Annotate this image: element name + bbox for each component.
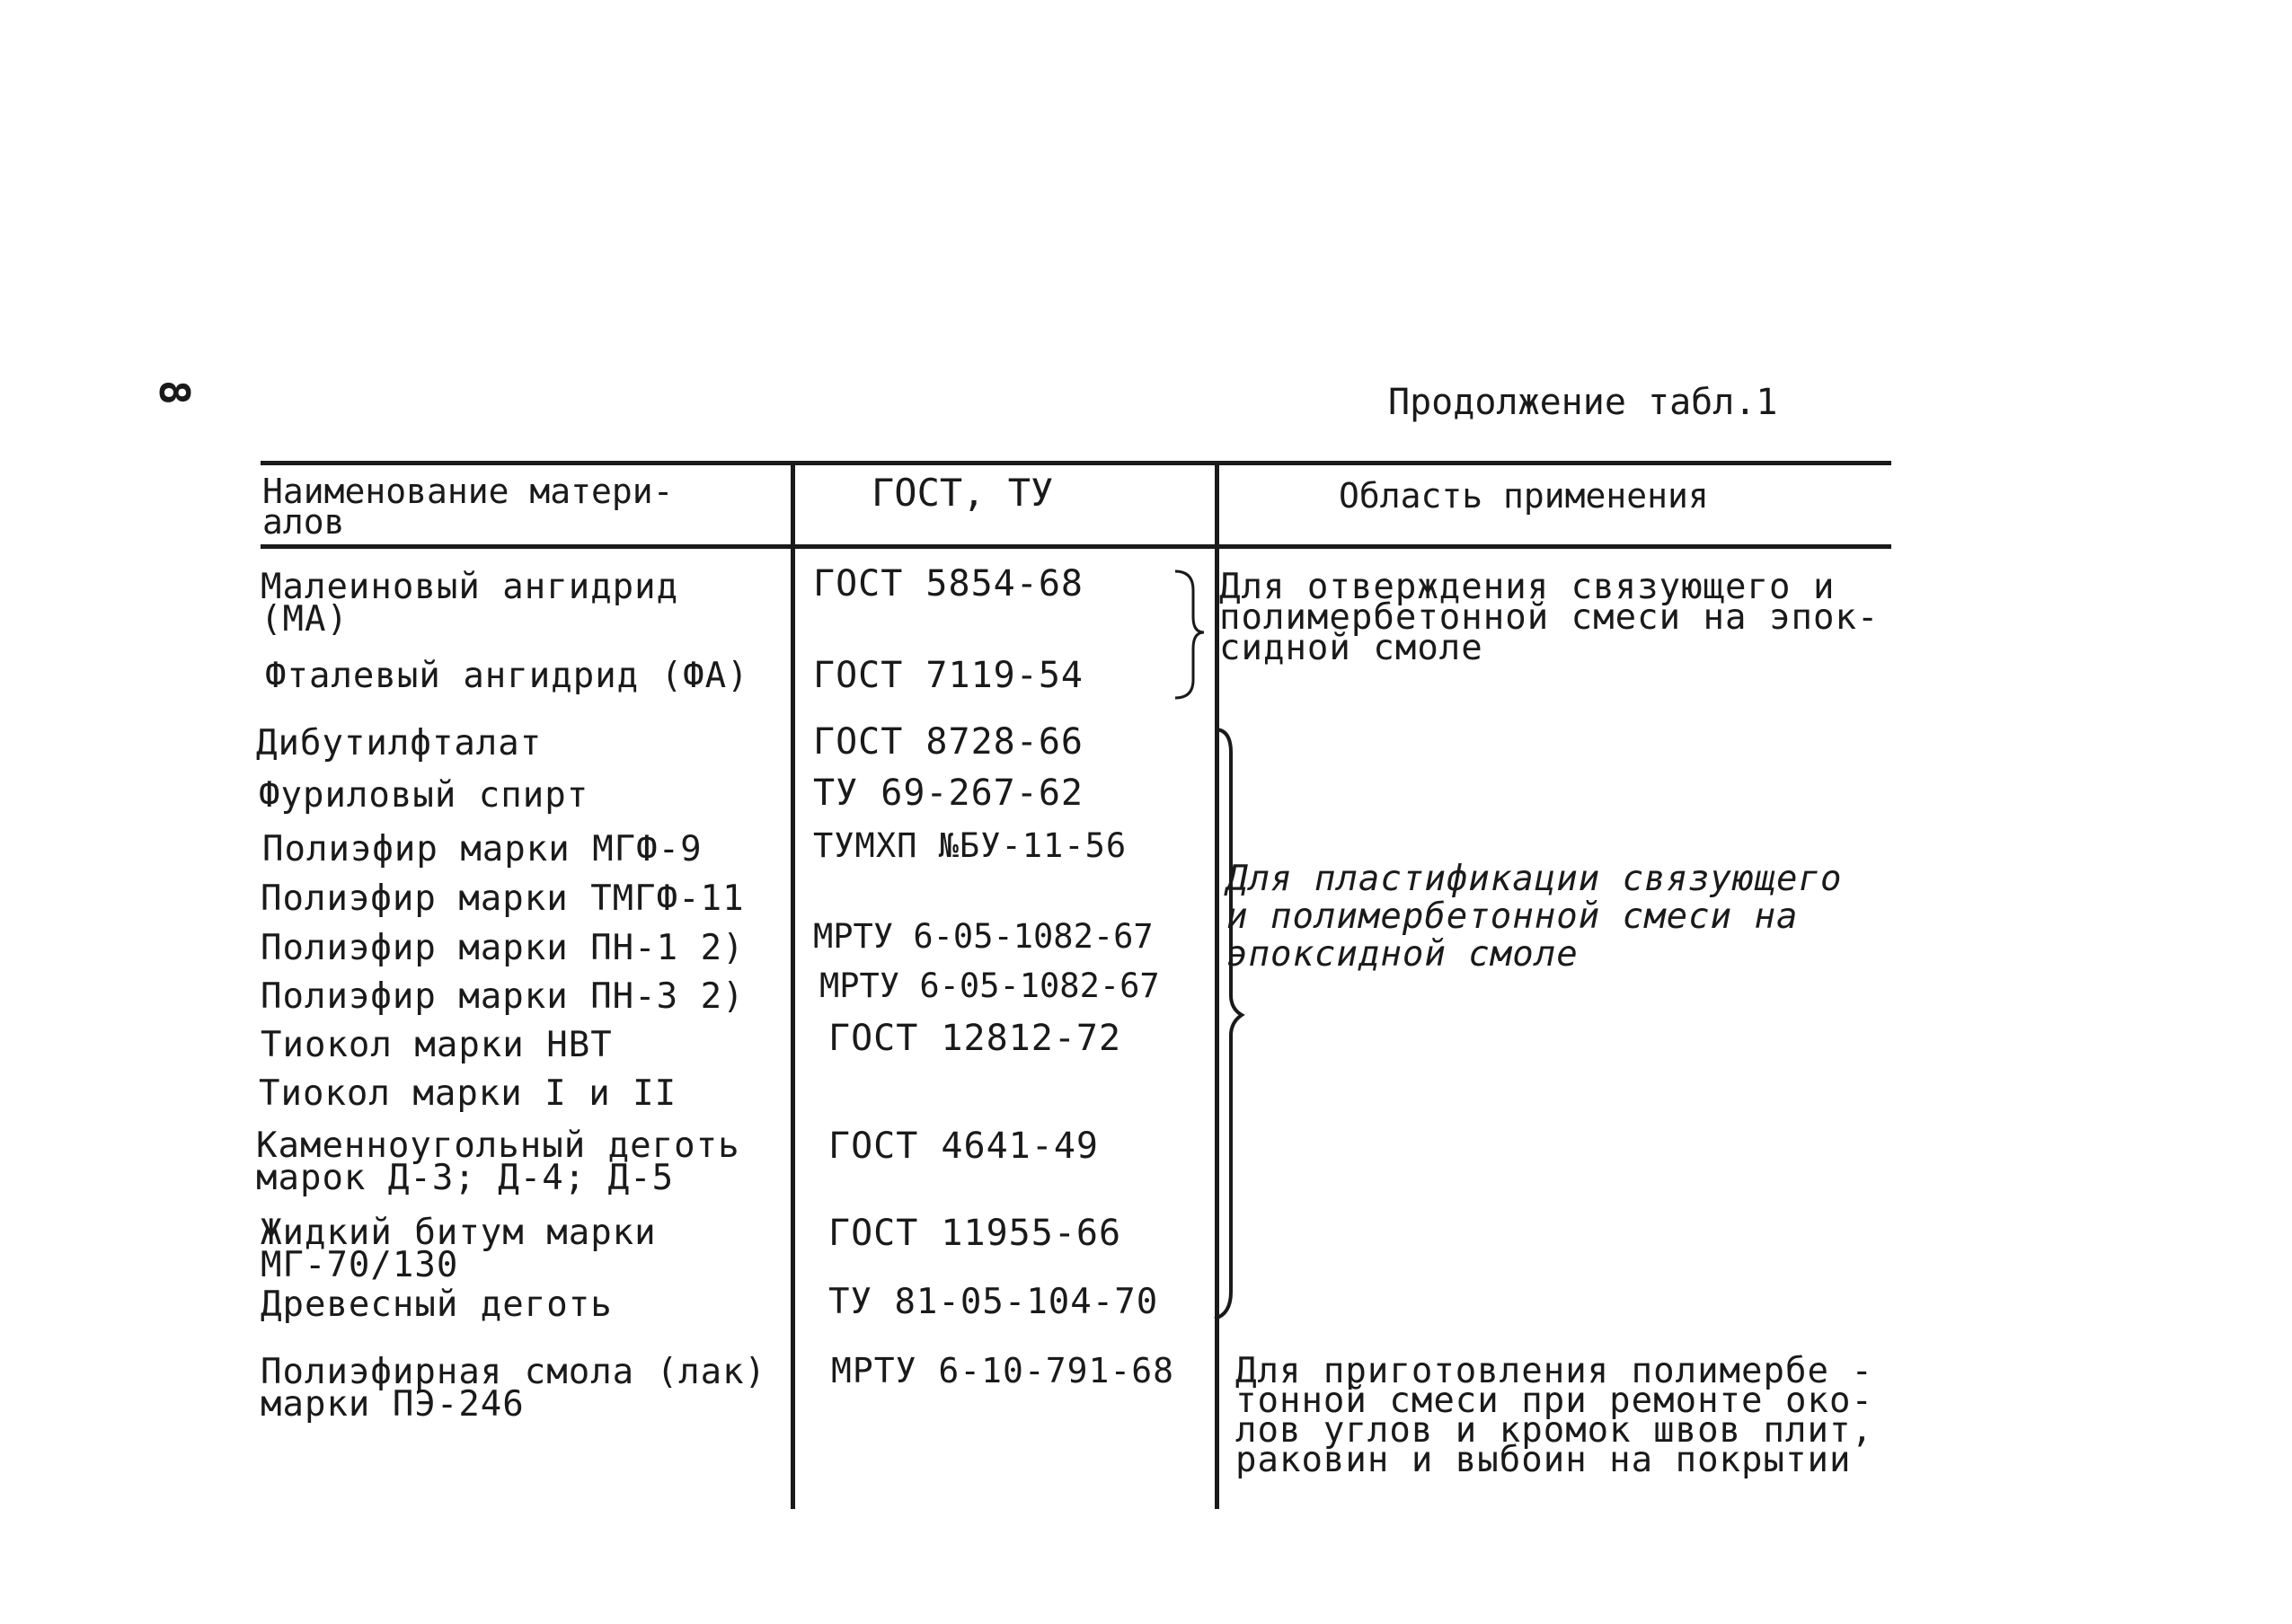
page-number: 8 <box>149 380 199 405</box>
header-material: Наименование матери- алов <box>262 472 674 542</box>
brace-group-2 <box>1211 726 1247 1323</box>
material-cell: Фталевый ангидрид (ФА) <box>265 656 749 696</box>
material-cell: Полиэфир марки ПН-1 2) <box>261 928 745 968</box>
column-divider-1 <box>791 461 795 1509</box>
brace-group-1 <box>1168 568 1204 702</box>
standard-cell: ГОСТ 8728-66 <box>813 721 1084 763</box>
table-top-rule <box>261 461 1891 465</box>
standard-cell: МРТУ 6-05-1082-67 <box>813 917 1154 956</box>
standard-cell: ГОСТ 7119-54 <box>813 655 1084 696</box>
header-bottom-rule <box>261 544 1891 549</box>
standard-cell: ТУМХП №БУ-11-56 <box>813 826 1128 865</box>
material-cell: Каменноугольный деготь марок Д-3; Д-4; Д-5 <box>256 1125 740 1198</box>
material-cell: Тиокол марки НВТ <box>261 1025 613 1065</box>
material-cell: Полиэфир марки МГФ-9 <box>262 829 703 869</box>
header-standard: ГОСТ, ТУ <box>872 471 1054 515</box>
material-cell: Тиокол марки I и II <box>259 1073 677 1114</box>
material-cell: Полиэфир марки ТМГФ-11 <box>261 878 745 919</box>
material-cell: Дибутилфталат <box>256 723 543 763</box>
material-cell: Полиэфирная смола (лак) марки ПЭ-246 <box>261 1352 767 1425</box>
standard-cell: МРТУ 6-05-1082-67 <box>819 966 1160 1005</box>
standard-cell: ТУ 81-05-104-70 <box>828 1282 1159 1322</box>
table-caption: Продолжение табл.1 <box>1388 382 1778 423</box>
material-cell: Фуриловый спирт <box>259 775 589 816</box>
standard-cell: ГОСТ 11955-66 <box>828 1213 1122 1254</box>
standard-cell: ГОСТ 4641-49 <box>828 1125 1099 1167</box>
application-cell: Для отверждения связующего и полимербетонной смеси на эпок- сидной смоле <box>1219 567 1880 668</box>
material-cell: Малеиновый ангидрид (МА) <box>261 567 679 640</box>
standard-cell: ГОСТ 5854-68 <box>813 563 1084 605</box>
material-cell: Полиэфир марки ПН-3 2) <box>261 976 745 1017</box>
application-cell: Для пластификации связующего и полимербетонной смеси на эпоксидной смоле <box>1226 859 1843 975</box>
standard-cell: ГОСТ 12812-72 <box>828 1018 1122 1059</box>
header-application: Область применения <box>1339 476 1709 516</box>
standard-cell: ТУ 69-267-62 <box>813 772 1084 814</box>
application-cell: Для приготовления полимербе - тонной смеси при ремонте око- лов углов и кромок швов плит, раковин и выбоин на покрытии <box>1235 1351 1873 1480</box>
material-cell: Жидкий битум марки МГ-70/130 <box>261 1213 657 1285</box>
material-cell: Древесный деготь <box>261 1284 613 1325</box>
standard-cell: МРТУ 6-10-791-68 <box>831 1351 1175 1390</box>
